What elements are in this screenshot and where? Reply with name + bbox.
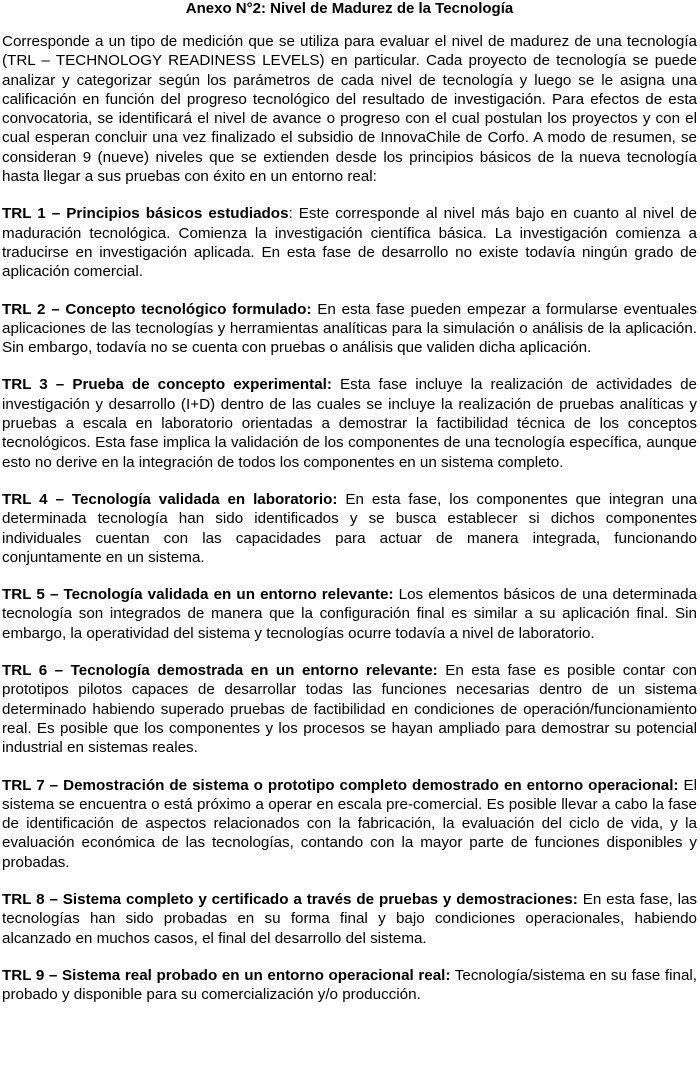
- trl-4-heading: TRL 4 – Tecnología validada en laboratorio:: [2, 490, 338, 508]
- trl-7-paragraph: [2, 776, 697, 872]
- trl-3-heading: TRL 3 – Prueba de concepto experimental:: [2, 376, 332, 394]
- trl-6-text: En esta fase es posible contar con prototipos pilotos capaces de desarrollar todas las funciones necesarias dentro de un sistema determinado habiendo superado pruebas de factibilidad en condiciones de operación/funcionamiento real. Es posible que los componentes y los procesos se hayan ampliado para demostrar su potencial industrial en sistemas reales.: [2, 662, 697, 757]
- trl-5-text: Los elementos básicos de una determinada tecnología son integrados de manera que la configuración final es similar a su aplicación final. Sin embargo, la operatividad del sistema y tecnologías ocurre todavía a nivel de laboratorio.: [2, 586, 697, 642]
- trl-7-heading: TRL 7 – Demostración de sistema o prototipo completo demostrado en entorno operacional:: [2, 776, 679, 794]
- trl-5-paragraph: [2, 585, 697, 643]
- trl-6-heading: TRL 6 – Tecnología demostrada en un entorno relevante:: [2, 662, 438, 680]
- trl-3-paragraph: [2, 375, 697, 471]
- trl-1-text: : Este corresponde al nivel más bajo en cuanto al nivel de maduración tecnológica. Comienza la investigación científica básica. La investigación comienza a traducirse en investigación aplicada. En esta fase de desarrollo no existe todavía ningún grado de aplicación comercial.: [2, 205, 697, 281]
- document-title: Anexo N°2: Nivel de Madurez de la Tecnología: [185, 0, 514, 17]
- trl-8-heading: TRL 8 – Sistema completo y certificado a través de pruebas y demostraciones:: [2, 890, 578, 908]
- trl-2-text: En esta fase pueden empezar a formularse eventuales aplicaciones de las tecnologías y herramientas analíticas para la simulación o análisis de la aplicación. Sin embargo, todavía no se cuenta con pruebas o análisis que validen dicha aplicación.: [2, 300, 697, 357]
- trl-8-text: En esta fase, las tecnologías han sido probadas en su forma final y bajo condiciones operacionales, habiendo alcanzado en muchos casos, el final del desarrollo del sistema.: [2, 890, 697, 947]
- intro-paragraph: Corresponde a un tipo de medición que se utiliza para evaluar el nivel de madurez de una tecnología (TRL – TECHNOLOGY READINESS LEVELS) en particular. Cada proyecto de tecnología se puede analizar y categorizar según los parámetros de cada nivel de tecnología y luego se le asigna una calificación en función del progreso tecnológico del resultado de investigación. Para efectos de esta convocatoria, se identificará el nivel de avance o progreso con el cual postulan los proyectos y con el cual esperan concluir una vez finalizado el subsidio de InnovaChile de Corfo. A modo de resumen, se consideran 9 (nueve) niveles que se extienden desde los principios básicos de la nueva tecnología hasta llegar a sus pruebas con éxito en un entorno real:: [2, 33, 697, 186]
- trl-4-text: En esta fase, los componentes que integran una determinada tecnología han sido identificados y se busca establecer si dichos componentes individuales cuentan con las capacidades para actuar de manera integrada, funcionando conjuntamente en un sistema.: [2, 490, 698, 566]
- trl-4-paragraph: [2, 490, 697, 567]
- trl-2-heading: TRL 2 – Concepto tecnológico formulado:: [2, 300, 312, 318]
- trl-3-text: Esta fase incluye la realización de actividades de investigación y desarrollo (I+D) dentro de las cuales se incluye la realización de pruebas analíticas y pruebas a escala en laboratorio orientadas a demostrar la factibilidad técnica de los conceptos tecnológicos. Esta fase implica la validación de los componentes de una tecnología específica, aunque esto no derive en la integración de todos los componentes en un sistema completo.: [2, 376, 697, 471]
- trl-1-paragraph: [2, 204, 697, 281]
- trl-9-heading: TRL 9 – Sistema real probado en un entorno operacional real:: [2, 966, 451, 984]
- trl-6-paragraph: [2, 661, 697, 757]
- trl-5-heading: TRL 5 – Tecnología validada en un entorno relevante:: [2, 586, 394, 604]
- trl-1-heading: TRL 1 – Principios básicos estudiados: [2, 205, 289, 223]
- trl-7-text: El sistema se encuentra o está próximo a operar en escala pre-comercial. Es posible llevar a cabo la fase de identificación de aspectos relacionados con la fabricación, la evaluación del ciclo de vida, y la evaluación económica de las tecnologías, contando con la mayor parte de funciones disponibles y probadas.: [2, 776, 697, 871]
- trl-2-paragraph: [2, 300, 697, 358]
- trl-9-text: Tecnología/sistema en su fase final, probado y disponible para su comercialización y/o producción.: [2, 966, 697, 1004]
- trl-8-paragraph: [2, 890, 697, 948]
- trl-9-paragraph: [2, 966, 697, 1005]
